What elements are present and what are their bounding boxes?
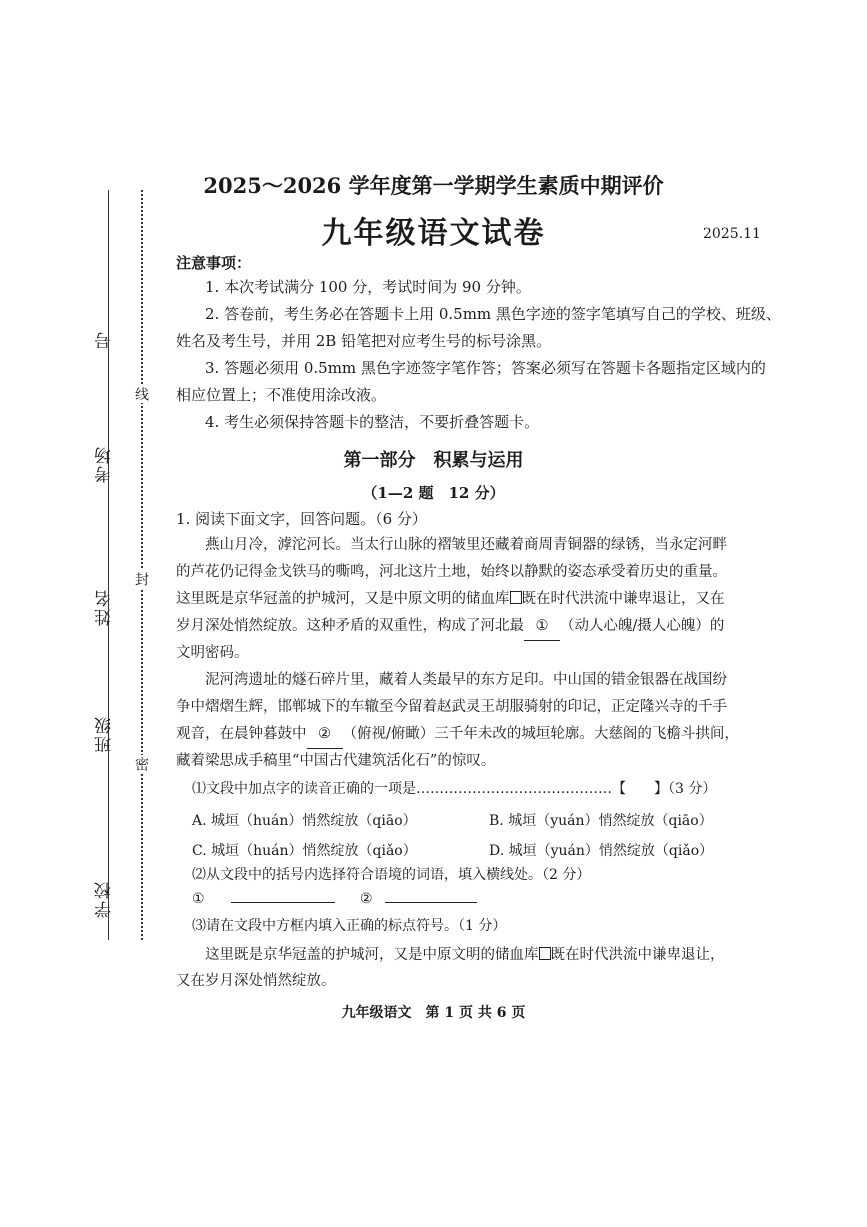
note-item: 1. 本次考试满分 100 分，考试时间为 90 分钟。 (205, 278, 531, 296)
page-footer: 九年级语文 第 1 页 共 6 页 (341, 1005, 526, 1021)
sub-question-1: ⑴文段中加点字的读音正确的一项是……………………………………【 】（3 分） (192, 781, 717, 797)
passage-segment: 既在时代洪流中谦卑退让，又在 (521, 591, 725, 607)
binding-exam-label: 考场 (95, 445, 115, 483)
binding-dotted-line (141, 190, 143, 940)
exam-paper-title: 九年级语文试卷 (321, 216, 546, 251)
note-item-continued: 相应位置上；不准使用涂改液。 (176, 386, 387, 404)
blank-2-marker: ② (307, 721, 343, 749)
passage-line (176, 721, 739, 749)
option-c[interactable]: C. 城垣（huán）悄然绽放（qiǎo） (192, 843, 417, 859)
sub-question-3: ⑶请在文段中方框内填入正确的标点符号。（1 分） (192, 918, 507, 934)
passage-line: 泥河湾遗址的燧石碎片里，藏着人类最早的东方足印。中山国的错金银器在战国纷 (205, 672, 727, 688)
passage-line: 文明密码。 (176, 645, 249, 661)
sub-question-3-quote-continued: 又在岁月深处悄然绽放。 (176, 973, 336, 989)
answer-blank-2-label: ② (360, 891, 373, 907)
seal-mark-mi: 密 (133, 757, 149, 771)
quote-segment: 既在时代洪流中谦卑退让， (550, 947, 725, 963)
binding-solid-line (108, 190, 109, 940)
sub-question-2: ⑵从文段中的括号内选择符合语境的词语，填入横线处。（2 分） (192, 867, 591, 883)
section-range: （1—2 题 12 分） (362, 484, 505, 502)
note-item: 3. 答题必须用 0.5mm 黑色字迹签字笔作答；答案必须写在答题卡各题指定区域内的 (205, 359, 766, 377)
option-b[interactable]: B. 城垣（yuán）悄然绽放（qiāo） (489, 813, 713, 829)
exam-date: 2025.11 (703, 226, 761, 242)
answer-blank-2[interactable] (360, 891, 477, 907)
note-item-continued: 姓名及考生号，并用 2B 铅笔把对应考生号的标号涂黑。 (176, 332, 552, 350)
note-item: 2. 答卷前，考生务必在答题卡上用 0.5mm 黑色字迹的签字笔填写自己的学校、班级、 (205, 305, 781, 323)
answer-blank-1-label: ① (192, 891, 205, 907)
answer-blank-1-line[interactable] (231, 902, 335, 903)
question-1-stem: 1. 阅读下面文字，回答问题。（6 分） (176, 510, 427, 528)
binding-school-label: 学校 (95, 880, 115, 918)
punctuation-box (510, 591, 522, 604)
exam-period-title: 2025～2026 学年度第一学期学生素质中期评价 (203, 173, 664, 198)
answer-blank-2-line[interactable] (385, 902, 477, 903)
passage-segment: （动人心魄/摄人心魄）的 (560, 618, 725, 634)
passage-segment: 这里既是京华冠盖的护城河，又是中原文明的储血库 (176, 591, 510, 607)
sub-question-3-quote (176, 942, 753, 969)
option-a[interactable]: A. 城垣（huán）悄然绽放（qiāo） (192, 813, 417, 829)
seal-mark-xian: 线 (133, 387, 149, 401)
section-title: 第一部分 积累与运用 (343, 450, 524, 471)
answer-blank-1[interactable] (192, 891, 335, 907)
punctuation-box[interactable] (539, 947, 551, 960)
binding-seat-label: 号 (95, 330, 115, 349)
passage-line (176, 613, 724, 641)
passage-line: 争中熠熠生辉，邯郸城下的车辙至今留着赵武灵王胡服骑射的印记，正定隆兴寺的千手 (176, 699, 727, 715)
option-d[interactable]: D. 城垣（yuán）悄然绽放（qiǎo） (489, 843, 714, 859)
passage-segment: 岁月深处悄然绽放。这种矛盾的双重性，构成了河北最 (176, 618, 524, 634)
blank-1-marker: ① (524, 613, 560, 641)
passage-segment: 观音，在晨钟暮鼓中 (176, 726, 307, 742)
binding-name-label: 姓名 (95, 588, 115, 626)
passage-line: 燕山月冷，滹沱河长。当太行山脉的褶皱里还藏着商周青铜器的绿锈，当永定河畔 (205, 537, 727, 553)
passage-line: 的芦花仍记得金戈铁马的嘶鸣，河北这片土地，始终以静默的姿态承受着历史的重量。 (176, 564, 727, 580)
seal-mark-feng: 封 (133, 572, 149, 586)
note-item: 4. 考生必须保持答题卡的整洁，不要折叠答题卡。 (205, 413, 540, 431)
passage-segment: （俯视/俯瞰）三千年未改的城垣轮廓。大慈阁的飞檐斗拱间， (342, 726, 739, 742)
quote-segment: 这里既是京华冠盖的护城河，又是中原文明的储血库 (205, 947, 539, 963)
binding-class-label: 班级 (95, 715, 115, 753)
notes-heading: 注意事项： (176, 254, 252, 272)
passage-line (176, 586, 724, 613)
passage-line: 藏着梁思成手稿里“中国古代建筑活化石”的惊叹。 (176, 753, 496, 769)
